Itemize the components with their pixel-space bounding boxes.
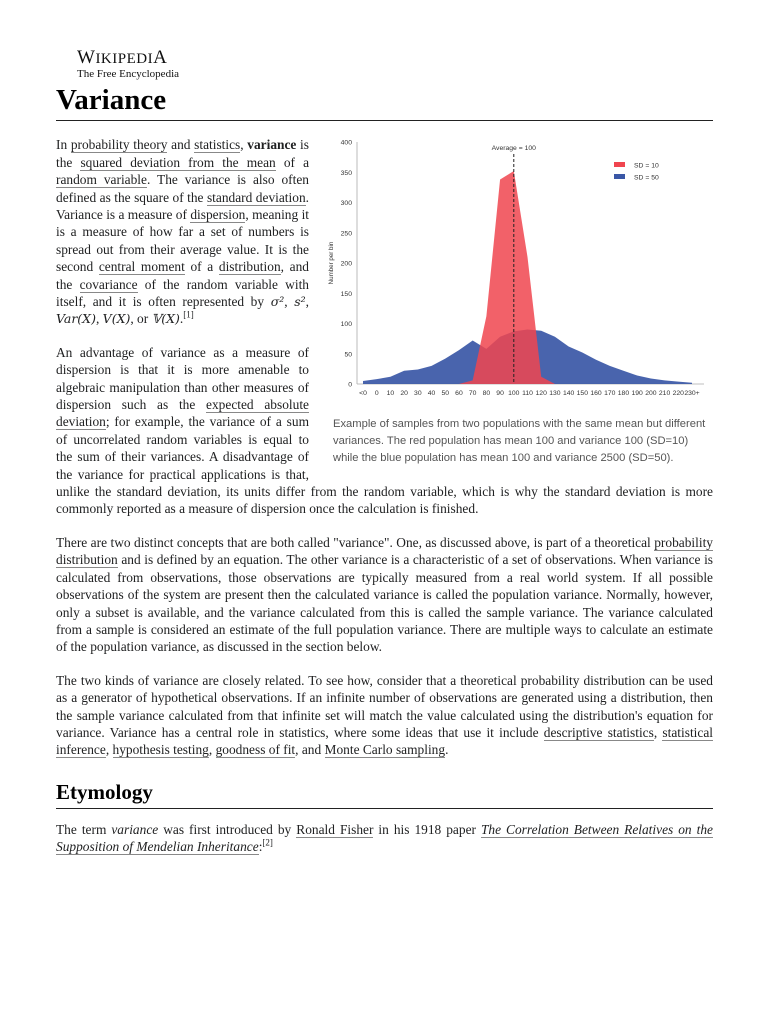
legend-swatch (614, 174, 625, 179)
link-statistics[interactable]: statistics (194, 137, 241, 153)
x-tick-label: 60 (455, 390, 463, 398)
logo-tagline: The Free Encyclopedia (77, 68, 180, 80)
term-variance-italic: variance (111, 821, 159, 837)
y-tick-label: 400 (340, 139, 352, 147)
intro-paragraph-2: An advantage of variance as a measure of dispersion is that it is more amenable to algebraic manipulation than other measures of dispersion such as the expected absolute deviation; for example, the variance of a sum of uncorrelated random variables is equal to the sum of their variances. A disadvantage of the variance for practical applications is that, unlike the standard deviation, its units differ from the random variable, which is why the standard deviation is more commonly reported as a measure of dispersion once the calculation is finished. (56, 344, 713, 517)
paragraph-two-concepts: There are two distinct concepts that are both called "variance". One, as discussed above, is part of a theoretical probability distribution and is defined by an equation. The other variance is a characteristic of a set of observations. When variance is calculated from observations, those observations are typically measured from a real world system. If all possible observations of the system are present then the calculated variance is called the population variance. Normally, however, only a subset is available, and the variance calculated from this is called the sample variance. The variance calculated from a sample is considered an estimate of the full population variance. There are multiple ways to calculate an estimate of the population variance, as discussed in the section below. (56, 534, 713, 655)
legend-label: SD = 50 (634, 174, 659, 182)
link-goodness-of-fit[interactable]: goodness of fit (215, 742, 296, 758)
heading-etymology: Etymology (56, 781, 713, 809)
link-random-variable[interactable]: random variable (56, 172, 147, 188)
link-standard-deviation[interactable]: standard deviation (206, 189, 306, 205)
x-tick-label: 200 (645, 390, 657, 398)
x-tick-label: 10 (386, 390, 395, 398)
y-tick-label: 200 (340, 260, 352, 268)
page-title: Variance (56, 84, 713, 121)
x-tick-label: <0 (359, 390, 367, 398)
x-tick-label: 180 (617, 390, 630, 398)
x-tick-label: 140 (562, 390, 575, 398)
link-hypothesis-testing[interactable]: hypothesis testing (112, 742, 209, 758)
link-fisher-1918-paper[interactable]: The Correlation Between Relatives on the Supposition of Mendelian Inheritance (56, 821, 713, 855)
math-sigma-squared: σ² (270, 294, 285, 309)
x-tick-label: 40 (427, 390, 436, 398)
article (56, 48, 713, 872)
link-probability-distribution[interactable]: probability distribution (56, 534, 713, 568)
math-s-squared: s² (294, 294, 306, 309)
y-tick-label: 250 (340, 230, 352, 238)
x-tick-label: 130 (549, 390, 561, 398)
x-tick-label: 90 (496, 390, 504, 398)
x-tick-label: 150 (576, 390, 589, 398)
x-tick-label: 120 (535, 390, 547, 398)
x-tick-label: 0 (374, 390, 379, 398)
x-tick-label: 80 (482, 390, 491, 398)
x-tick-label: 70 (468, 390, 477, 398)
reference-1[interactable]: [1] (183, 309, 194, 320)
legend-label: SD = 10 (634, 162, 659, 170)
variance-chart (321, 138, 713, 412)
article-body (56, 136, 713, 855)
paragraph-etymology: The term variance was first introduced by Ronald Fisher in his 1918 paper The Correlation Between Relatives on the Supposition of Mendelian Inheritance:[2] (56, 821, 713, 855)
link-statistical-inference[interactable]: statistical inference (56, 724, 713, 758)
y-tick-label: 0 (348, 381, 352, 389)
x-tick-label: 30 (414, 390, 422, 398)
link-distribution[interactable]: distribution (218, 259, 281, 275)
y-tick-label: 150 (340, 291, 352, 299)
y-tick-label: 100 (340, 321, 352, 329)
y-tick-label: 300 (340, 200, 352, 208)
link-ronald-fisher[interactable]: Ronald Fisher (296, 821, 374, 837)
figure-variance-chart (321, 138, 713, 467)
logo-wordmark: WIKIPEDIA (77, 47, 168, 68)
x-tick-label: 170 (604, 390, 616, 398)
x-tick-label: 50 (441, 390, 450, 398)
link-probability-theory[interactable]: probability theory (70, 137, 168, 153)
link-dispersion[interactable]: dispersion (190, 206, 246, 222)
x-tick-label: 210 (658, 390, 671, 398)
y-tick-label: 350 (340, 170, 352, 178)
link-covariance[interactable]: covariance (79, 276, 138, 292)
link-central-moment[interactable]: central moment (98, 259, 185, 275)
x-tick-label: 190 (631, 390, 643, 398)
x-tick-label: 20 (400, 390, 408, 398)
term-variance: variance (247, 137, 297, 153)
average-annotation: Average = 100 (491, 145, 536, 153)
x-tick-label: 100 (508, 390, 520, 398)
x-tick-label: 160 (590, 390, 602, 398)
wikipedia-logo[interactable] (77, 48, 713, 80)
x-tick-label: 110 (522, 390, 533, 398)
link-expected-absolute-deviation[interactable]: expected absolute deviation (56, 397, 309, 430)
link-descriptive-statistics[interactable]: descriptive statistics (543, 724, 654, 740)
y-axis-label: Number per bin (328, 242, 335, 285)
link-monte-carlo-sampling[interactable]: Monte Carlo sampling (324, 742, 446, 758)
math-var-x: Var(X) (56, 311, 96, 327)
figure-caption: Example of samples from two populations with the same mean but different variances. The red population has mean 100 and variance 100 (SD=10) while the blue population has mean 100 and variance 2500 (SD=50). (333, 418, 706, 465)
legend-swatch (614, 162, 625, 167)
link-squared-deviation[interactable]: squared deviation from the mean (80, 154, 276, 170)
x-tick-label: 230+ (684, 390, 700, 398)
series-area-sd-10 (363, 171, 692, 384)
intro-paragraph-1: In probability theory and statistics, variance is the squared deviation from the mean of a random variable. The variance is also often defined as the square of the standard deviation. Variance is a measure of dispersion, meaning it is a measure of how far a set of numbers is spread out from their average value. It is the second central moment of a distribution, and the covariance of the random variable with itself, and it is often represented by σ², s², Var(X), V(X), or 𝕍(X).[1] (56, 137, 310, 327)
math-v-x: V(X) (102, 311, 131, 327)
y-tick-label: 50 (344, 351, 352, 359)
math-bbv-x: 𝕍(X) (151, 311, 180, 327)
reference-2[interactable]: [2] (262, 837, 273, 848)
paragraph-related-kinds: The two kinds of variance are closely related. To see how, consider that a theoretical probability distribution can be used as a generator of hypothetical observations. If an infinite number of observations are generated using a distribution, then the sample variance calculated from that infinite set will match the value calculated using the distribution's equation for variance. Variance has a central role in statistics, where some ideas that use it include descriptive statistics, statistical inference, hypothesis testing, goodness of fit, and Monte Carlo sampling. (56, 672, 713, 758)
x-tick-label: 220 (672, 390, 684, 398)
